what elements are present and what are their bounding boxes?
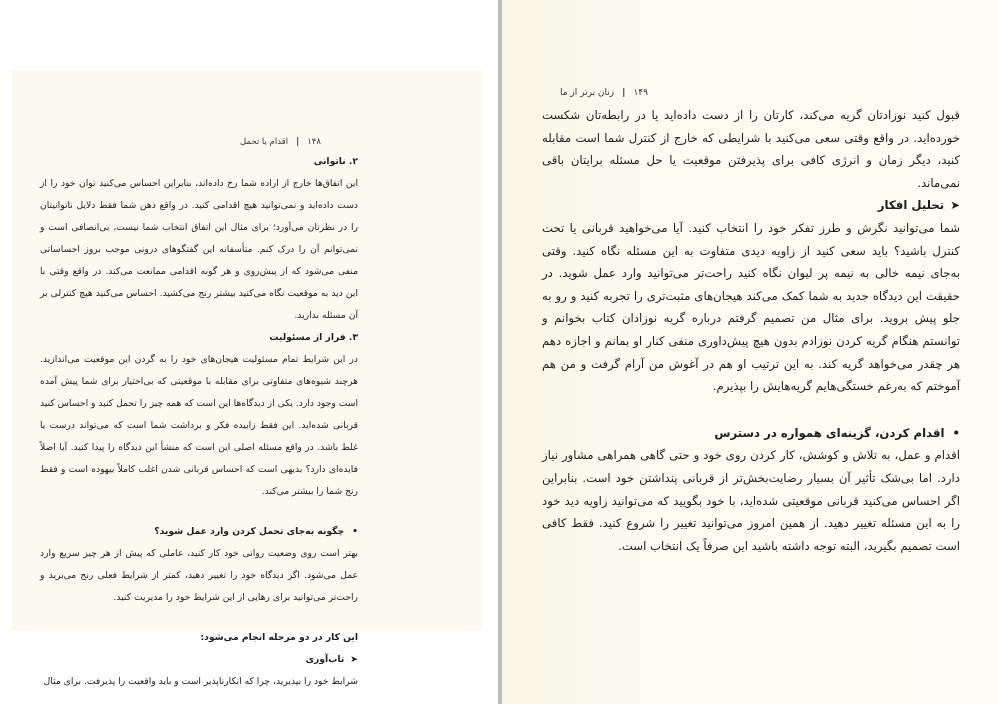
running-title: زنان برتر از ما: [560, 88, 615, 98]
bullet-heading-text: اقدام کردن، گزینه‌ای همواره در دسترس: [714, 425, 945, 440]
body-paragraph: بهتر است روی وضعیت روانی خود کار کنید، عاملی که پیش از هر چیز سریع وارد عمل می‌شود. اگر دیدگاه خود را تغییر دهید، کمتر از شرایط فعلی رنج می‌برید و راحت‌تر می‌توانید برای رهایی از این شرایط خود را مدیریت کنید.: [40, 548, 358, 603]
left-page-body: [40, 151, 358, 693]
running-title: اقدام یا تحمل: [240, 137, 289, 147]
body-paragraph: شما می‌توانید نگرش و طرز تفکر خود را انتخاب کنید. آیا می‌خواهید قربانی یا تحت کنترل باشید؟ باید سعی کنید از زاویه دیدی متفاوت به این مسئله نگاه کنید. وقتی به‌جای نیمه خالی به نیمه پر لیوان نگاه کنید راحت‌تر می‌توانید وارد عمل شوید. در حقیقت این دیدگاه جدید به شما کمک می‌کند هیجان‌های مثبت‌تری را تجربه کنید و رو به جلو پیش بروید. برای مثال من تصمیم گرفتم درباره گریه نوزادان کتاب بخوانم و توانستم هنگام گریه کردن نوزادم بدون هیچ پیش‌داوری منفی کنار او بمانم و اجازه دهم هر چقدر می‌خواهد گریه کند. به این ترتیب او هم در آغوش من آرام گرفت و من هم آموختم که به‌رغم خستگی‌هایم گریه‌هایش را بپذیرم.: [542, 220, 960, 394]
header-separator: |: [622, 88, 626, 98]
bullet-heading-text: چگونه به‌جای تحمل کردن وارد عمل شوید؟: [154, 526, 345, 537]
section-heading: ۲. ناتوانی: [313, 156, 358, 167]
body-paragraph: اقدام و عمل، به تلاش و کوشش، کار کردن روی خود و حتی گاهی همراهی مشاور نیاز دارد. اما بی‌شک تأثیر آن بسیار رضایت‌بخش‌تر از قربانی پنداشتن خود است. بنابراین اگر احساس می‌کنید قربانی موقعیتی شده‌اید، با خود بگویید که می‌توانید زاویه دید خود را به این مسئله تغییر دهید. از همین امروز می‌توانید تغییر را شروع کنید. فقط کافی است تصمیم بگیرید، البته توجه داشته باشید این صرفاً یک انتخاب است.: [542, 448, 960, 553]
subsection-intro: این کار در دو مرحله انجام می‌شود:: [200, 632, 358, 643]
body-paragraph: در این شرایط تمام مسئولیت هیجان‌های خود را به گردن این موقعیت می‌اندازید. هرچند شیوه‌های متفاوتی برای مقابله با موقعیتی که بی‌اختیار برای شما پیش آمده است وجود دارد. یکی از دیدگاه‌ها این است که همه چیز را تحمل کنید و احساس کنید قربانی شده‌اید. این فقط زاییده فکر و برداشت شما است که می‌تواند درست یا غلط باشد. در واقع مسئله اصلی این است که منشأ این دیدگاه را پیدا کنید. آیا اصلاً فایده‌ای دارد؟ بدیهی است که احساس قربانی شدن اغلب کاملاً بیهوده است و فقط رنج شما را بیشتر می‌کند.: [40, 354, 358, 497]
bullet-heading: [40, 521, 358, 543]
page-number: ۱۴۸: [307, 137, 321, 147]
right-page-header: [560, 88, 648, 98]
bullet-icon: •: [352, 526, 358, 537]
body-paragraph: این اتفاق‌ها خارج از اراده شما رخ داده‌اند، بنابراین احساس می‌کنید توان خود را از دست داده‌اید و نمی‌توانید هیچ اقدامی کنید. در واقع ذهن شما فقط دلایل ناتوانیتان را در نظرتان می‌آورد؛ برای مثال این اتفاق انتخاب شما نیست، بی‌انصافی است و نمی‌توانم آن را درک کنم. متأسفانه این گفتگوهای درونی موجب بروز احساساتی منفی می‌شود که از پیش‌روی و هر گونه اقدامی ممانعت می‌کند. در واقع وقتی با این دید به موقعیت نگاه می‌کنید بیشتر رنج می‌کشید. احساس می‌کنید هیچ کنترلی بر آن مسئله ندارید.: [40, 178, 358, 321]
header-separator: |: [296, 137, 300, 147]
page-number: ۱۴۹: [633, 88, 648, 98]
step-heading-text: تاب‌آوری: [305, 654, 345, 665]
left-page-header: [240, 137, 321, 147]
section-heading: [542, 194, 960, 217]
left-page: [0, 0, 498, 704]
right-page-body: [542, 104, 960, 557]
arrow-left-icon: ➤: [350, 654, 358, 665]
arrow-left-icon: ➤: [950, 198, 960, 213]
step-heading: [40, 649, 358, 671]
body-paragraph: قبول کنید نوزادتان گریه می‌کند، کارتان را از دست داده‌اید یا در رابطه‌تان شکست خورده‌اید. در واقع وقتی سعی می‌کنید با شرایطی که خارج از کنترل شما است مقابله کنید، دیگر زمان و انرژی کافی برای پذیرفتن موقعیت یا حل مسئله برایتان باقی نمی‌ماند.: [542, 108, 960, 190]
bullet-heading: [542, 422, 960, 445]
bullet-icon: •: [952, 425, 960, 440]
right-page: [502, 0, 998, 704]
section-heading: ۳. فرار از مسئولیت: [269, 332, 358, 343]
section-heading-text: تحلیل افکار: [877, 198, 945, 213]
body-paragraph: شرایط خود را بپذیرید، چرا که انکارناپذیر است و باید واقعیت را پذیرفت. برای مثال: [43, 676, 358, 687]
